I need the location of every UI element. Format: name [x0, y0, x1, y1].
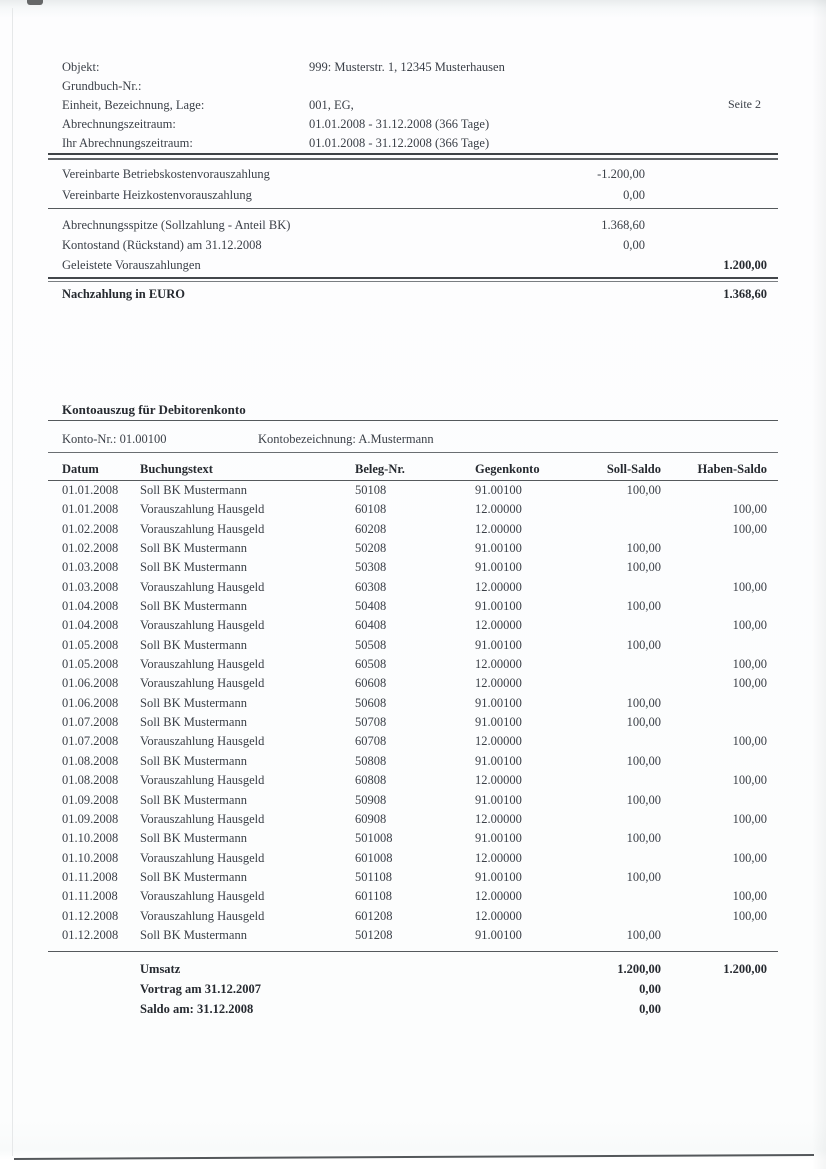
cell-buchungstext: Soll BK Mustermann	[140, 715, 247, 730]
cell-gegenkonto: 91.00100	[475, 792, 522, 807]
totals-spacer	[48, 999, 140, 1019]
cell-datum: 01.11.2008	[62, 889, 118, 904]
scan-corner-mark	[27, 0, 43, 5]
cell-buchungstext: Soll BK Mustermann	[140, 599, 247, 614]
cell-haben	[661, 868, 778, 887]
cell-gegenkonto: 12.00000	[475, 908, 522, 923]
cell-soll	[595, 887, 661, 906]
totals-row	[48, 979, 778, 999]
cell-soll: 100,00	[626, 927, 661, 942]
account-table	[48, 459, 778, 945]
table-bottom-divider	[48, 951, 778, 952]
cell-datum: 01.01.2008	[62, 502, 119, 517]
cell-gegenkonto: 12.00000	[475, 521, 522, 536]
meta-row	[48, 115, 778, 134]
col-header-datum: Datum	[62, 462, 99, 476]
cell-gegenkonto: 91.00100	[475, 927, 522, 942]
cell-haben: 100,00	[732, 773, 767, 788]
account-totals	[48, 959, 778, 1019]
cell-beleg: 60508	[355, 657, 387, 672]
cell-haben: 100,00	[732, 502, 767, 517]
summary-row	[48, 185, 778, 205]
cell-gegenkonto: 12.00000	[475, 676, 522, 691]
cell-beleg: 60608	[355, 676, 387, 691]
cell-gegenkonto: 91.00100	[475, 637, 522, 652]
table-row	[48, 752, 778, 771]
cell-haben	[661, 752, 778, 771]
cell-soll	[595, 616, 661, 635]
cell-buchungstext: Vorauszahlung Hausgeld	[140, 521, 265, 536]
cell-buchungstext: Vorauszahlung Hausgeld	[140, 773, 265, 788]
cell-beleg: 501208	[355, 927, 393, 942]
table-row	[48, 791, 778, 810]
cell-datum: 01.03.2008	[62, 560, 119, 575]
cell-buchungstext: Vorauszahlung Hausgeld	[140, 579, 265, 594]
totals-soll: 0,00	[639, 1002, 661, 1016]
cell-datum: 01.05.2008	[62, 637, 119, 652]
summary-amount-right	[645, 215, 778, 235]
scan-bottom-edge	[14, 1154, 814, 1160]
meta-value: 999: Musterstr. 1, 12345 Musterhausen	[309, 60, 505, 74]
cell-haben: 100,00	[732, 521, 767, 536]
table-row	[48, 578, 778, 597]
table-row	[48, 500, 778, 519]
cell-gegenkonto: 12.00000	[475, 889, 522, 904]
cell-buchungstext: Vorauszahlung Hausgeld	[140, 908, 265, 923]
cell-gegenkonto: 12.00000	[475, 850, 522, 865]
cell-buchungstext: Soll BK Mustermann	[140, 483, 247, 497]
cell-buchungstext: Soll BK Mustermann	[140, 541, 247, 556]
cell-beleg: 50508	[355, 637, 387, 652]
cell-soll	[595, 732, 661, 751]
summary-row	[48, 215, 778, 235]
cell-gegenkonto: 12.00000	[475, 579, 522, 594]
cell-soll: 100,00	[626, 560, 661, 575]
cell-beleg: 601008	[355, 850, 393, 865]
page-number: Seite 2	[728, 97, 761, 111]
cell-buchungstext: Soll BK Mustermann	[140, 831, 247, 846]
cell-soll: 100,00	[626, 869, 661, 884]
summary-amount-right	[645, 235, 778, 255]
table-row	[48, 868, 778, 887]
table-row	[48, 829, 778, 848]
cell-haben	[661, 791, 778, 810]
totals-label: Saldo am: 31.12.2008	[140, 1002, 254, 1016]
cell-buchungstext: Vorauszahlung Hausgeld	[140, 618, 265, 633]
cell-haben: 100,00	[732, 618, 767, 633]
totals-label: Umsatz	[140, 962, 181, 976]
cell-gegenkonto: 12.00000	[475, 618, 522, 633]
meta-row	[48, 134, 778, 153]
table-row	[48, 481, 778, 501]
table-row	[48, 674, 778, 693]
cell-datum: 01.10.2008	[62, 850, 119, 865]
totals-soll: 0,00	[639, 982, 661, 996]
summary-amount-right	[645, 185, 778, 205]
cell-soll: 100,00	[626, 792, 661, 807]
cell-beleg: 50308	[355, 560, 387, 575]
cell-soll	[595, 907, 661, 926]
cell-datum: 01.08.2008	[62, 753, 119, 768]
cell-haben: 100,00	[732, 850, 767, 865]
cell-datum: 01.07.2008	[62, 715, 119, 730]
cell-haben	[661, 713, 778, 732]
table-row	[48, 771, 778, 790]
totals-haben	[661, 979, 778, 999]
header-divider	[48, 153, 778, 160]
cell-haben	[661, 636, 778, 655]
col-header-buchungstext: Buchungstext	[140, 462, 213, 476]
cell-soll	[595, 520, 661, 539]
summary-row	[48, 255, 778, 275]
section-title-underline	[48, 420, 778, 421]
col-header-haben: Haben-Saldo	[697, 462, 767, 476]
cell-beleg: 50108	[355, 483, 387, 497]
cell-buchungstext: Soll BK Mustermann	[140, 792, 247, 807]
document-header	[48, 58, 778, 153]
cell-soll: 100,00	[626, 483, 661, 497]
cell-gegenkonto: 91.00100	[475, 541, 522, 556]
account-info-line	[62, 430, 778, 449]
summary-total-row	[48, 284, 778, 304]
cell-datum: 01.07.2008	[62, 734, 119, 749]
summary-label: Abrechnungsspitze (Sollzahlung - Anteil BK)	[62, 218, 291, 232]
table-row	[48, 616, 778, 635]
table-row	[48, 887, 778, 906]
totals-soll: 1.200,00	[617, 962, 661, 976]
cell-datum: 01.09.2008	[62, 792, 119, 807]
total-amount: 1.368,60	[723, 287, 767, 301]
cell-beleg: 60208	[355, 521, 387, 536]
summary-amount	[525, 255, 645, 275]
cell-beleg: 60808	[355, 773, 387, 788]
meta-label: Grundbuch-Nr.:	[62, 79, 142, 93]
summary-label: Geleistete Vorauszahlungen	[62, 258, 201, 272]
cell-gegenkonto: 91.00100	[475, 869, 522, 884]
total-mid	[525, 284, 645, 304]
cell-beleg: 60108	[355, 502, 387, 517]
meta-value: 001, EG,	[309, 98, 354, 112]
cell-beleg: 501108	[355, 869, 393, 884]
cell-haben: 100,00	[732, 811, 767, 826]
col-header-beleg: Beleg-Nr.	[355, 462, 405, 476]
table-row	[48, 636, 778, 655]
table-row	[48, 694, 778, 713]
cell-datum: 01.10.2008	[62, 831, 119, 846]
cell-gegenkonto: 12.00000	[475, 734, 522, 749]
summary-amount-right	[645, 164, 778, 184]
cell-datum: 01.08.2008	[62, 773, 119, 788]
cell-soll	[595, 849, 661, 868]
meta-label: Abrechnungszeitraum:	[62, 117, 176, 131]
cell-gegenkonto: 12.00000	[475, 811, 522, 826]
totals-row	[48, 999, 778, 1019]
account-info-divider	[48, 452, 778, 453]
account-table-body	[48, 481, 778, 946]
cell-soll	[595, 810, 661, 829]
cell-beleg: 60908	[355, 811, 387, 826]
meta-row	[48, 77, 778, 96]
table-row	[48, 597, 778, 616]
kontobezeichnung: Kontobezeichnung: A.Mustermann	[258, 432, 434, 446]
scan-left-edge	[12, 8, 13, 1156]
cell-buchungstext: Soll BK Mustermann	[140, 637, 247, 652]
summary-divider-2	[48, 277, 778, 282]
cell-buchungstext: Vorauszahlung Hausgeld	[140, 502, 265, 517]
col-header-soll: Soll-Saldo	[606, 462, 661, 476]
cell-soll: 100,00	[626, 831, 661, 846]
cell-datum: 01.04.2008	[62, 618, 119, 633]
meta-value: 01.01.2008 - 31.12.2008 (366 Tage)	[309, 117, 490, 131]
totals-haben: 1.200,00	[723, 962, 767, 976]
cell-beleg: 60408	[355, 618, 387, 633]
cell-datum: 01.09.2008	[62, 811, 119, 826]
cell-haben	[661, 597, 778, 616]
cell-beleg: 60308	[355, 579, 387, 594]
cell-soll	[595, 500, 661, 519]
summary-label: Kontostand (Rückstand) am 31.12.2008	[62, 238, 262, 252]
cell-datum: 01.06.2008	[62, 695, 119, 710]
cell-beleg: 50408	[355, 599, 387, 614]
table-row	[48, 926, 778, 945]
cell-haben: 100,00	[732, 889, 767, 904]
cell-haben	[661, 558, 778, 577]
table-row	[48, 713, 778, 732]
meta-label: Objekt:	[62, 60, 100, 74]
cell-buchungstext: Soll BK Mustermann	[140, 753, 247, 768]
cell-haben	[661, 481, 778, 501]
cell-haben: 100,00	[732, 657, 767, 672]
totals-label: Vortrag am 31.12.2007	[140, 982, 262, 996]
totals-haben	[661, 999, 778, 1019]
cell-soll: 100,00	[626, 637, 661, 652]
cell-datum: 01.06.2008	[62, 676, 119, 691]
summary-amount: 0,00	[623, 188, 645, 202]
meta-row	[48, 96, 778, 115]
scan-right-edge	[812, 0, 826, 1169]
summary-amount: -1.200,00	[597, 167, 645, 181]
summary-amount-right: 1.200,00	[723, 258, 767, 272]
cell-haben: 100,00	[732, 579, 767, 594]
cell-haben	[661, 926, 778, 945]
cell-datum: 01.04.2008	[62, 599, 119, 614]
cell-haben: 100,00	[732, 734, 767, 749]
table-row	[48, 732, 778, 751]
cell-haben	[661, 694, 778, 713]
cell-gegenkonto: 91.00100	[475, 831, 522, 846]
cell-datum: 01.03.2008	[62, 579, 119, 594]
cell-buchungstext: Vorauszahlung Hausgeld	[140, 889, 265, 904]
cell-buchungstext: Vorauszahlung Hausgeld	[140, 657, 265, 672]
summary-row	[48, 164, 778, 184]
konto-nr: Konto-Nr.: 01.00100	[62, 432, 167, 446]
cell-gegenkonto: 91.00100	[475, 753, 522, 768]
cell-soll	[595, 674, 661, 693]
cell-buchungstext: Soll BK Mustermann	[140, 560, 247, 575]
cell-beleg: 50908	[355, 792, 387, 807]
meta-value: 01.01.2008 - 31.12.2008 (366 Tage)	[309, 136, 490, 150]
cell-beleg: 50608	[355, 695, 387, 710]
cell-buchungstext: Vorauszahlung Hausgeld	[140, 811, 265, 826]
cell-gegenkonto: 91.00100	[475, 560, 522, 575]
cell-beleg: 60708	[355, 734, 387, 749]
cell-datum: 01.12.2008	[62, 927, 119, 942]
cell-gegenkonto: 91.00100	[475, 695, 522, 710]
meta-value	[309, 77, 778, 96]
summary-label: Vereinbarte Betriebskostenvorauszahlung	[62, 167, 270, 181]
table-row	[48, 907, 778, 926]
summary-amount: 1.368,60	[601, 218, 645, 232]
table-row	[48, 849, 778, 868]
summary-divider-1	[48, 208, 778, 209]
cell-beleg: 50708	[355, 715, 387, 730]
cell-datum: 01.12.2008	[62, 908, 119, 923]
cell-gegenkonto: 91.00100	[475, 715, 522, 730]
meta-label: Einheit, Bezeichnung, Lage:	[62, 98, 205, 112]
cell-haben	[661, 829, 778, 848]
table-row	[48, 810, 778, 829]
section-title: Kontoauszug für Debitorenkonto	[62, 402, 246, 417]
cell-soll: 100,00	[626, 599, 661, 614]
cell-gegenkonto: 91.00100	[475, 483, 522, 497]
cell-gegenkonto: 91.00100	[475, 599, 522, 614]
col-header-gegenkonto: Gegenkonto	[475, 462, 540, 476]
table-row	[48, 539, 778, 558]
cell-buchungstext: Soll BK Mustermann	[140, 695, 247, 710]
cell-beleg: 50808	[355, 753, 387, 768]
total-label: Nachzahlung in EURO	[62, 287, 185, 301]
cell-haben	[661, 539, 778, 558]
summary-label: Vereinbarte Heizkostenvorauszahlung	[62, 188, 252, 202]
cell-buchungstext: Soll BK Mustermann	[140, 869, 247, 884]
cell-soll: 100,00	[626, 695, 661, 710]
account-table-header	[48, 459, 778, 481]
cell-beleg: 501008	[355, 831, 393, 846]
summary-amount: 0,00	[623, 238, 645, 252]
cell-buchungstext: Vorauszahlung Hausgeld	[140, 734, 265, 749]
totals-spacer	[48, 979, 140, 999]
summary-row	[48, 235, 778, 255]
cell-soll: 100,00	[626, 753, 661, 768]
cell-datum: 01.11.2008	[62, 869, 118, 884]
cell-beleg: 601108	[355, 889, 393, 904]
cell-gegenkonto: 12.00000	[475, 773, 522, 788]
cell-gegenkonto: 12.00000	[475, 502, 522, 517]
cell-soll	[595, 578, 661, 597]
cell-datum: 01.01.2008	[62, 483, 119, 497]
cell-soll: 100,00	[626, 541, 661, 556]
cell-buchungstext: Soll BK Mustermann	[140, 927, 247, 942]
cell-soll: 100,00	[626, 715, 661, 730]
cell-datum: 01.05.2008	[62, 657, 119, 672]
cell-datum: 01.02.2008	[62, 541, 119, 556]
cell-buchungstext: Vorauszahlung Hausgeld	[140, 850, 265, 865]
totals-row	[48, 959, 778, 979]
cell-haben: 100,00	[732, 908, 767, 923]
cell-haben: 100,00	[732, 676, 767, 691]
cell-gegenkonto: 12.00000	[475, 657, 522, 672]
cell-beleg: 601208	[355, 908, 393, 923]
meta-label: Ihr Abrechnungszeitraum:	[62, 136, 193, 150]
cell-datum: 01.02.2008	[62, 521, 119, 536]
table-row	[48, 655, 778, 674]
meta-row	[48, 58, 778, 77]
table-row	[48, 520, 778, 539]
cell-soll	[595, 655, 661, 674]
cell-beleg: 50208	[355, 541, 387, 556]
cell-soll	[595, 771, 661, 790]
table-row	[48, 558, 778, 577]
cell-buchungstext: Vorauszahlung Hausgeld	[140, 676, 265, 691]
totals-spacer	[48, 959, 140, 979]
